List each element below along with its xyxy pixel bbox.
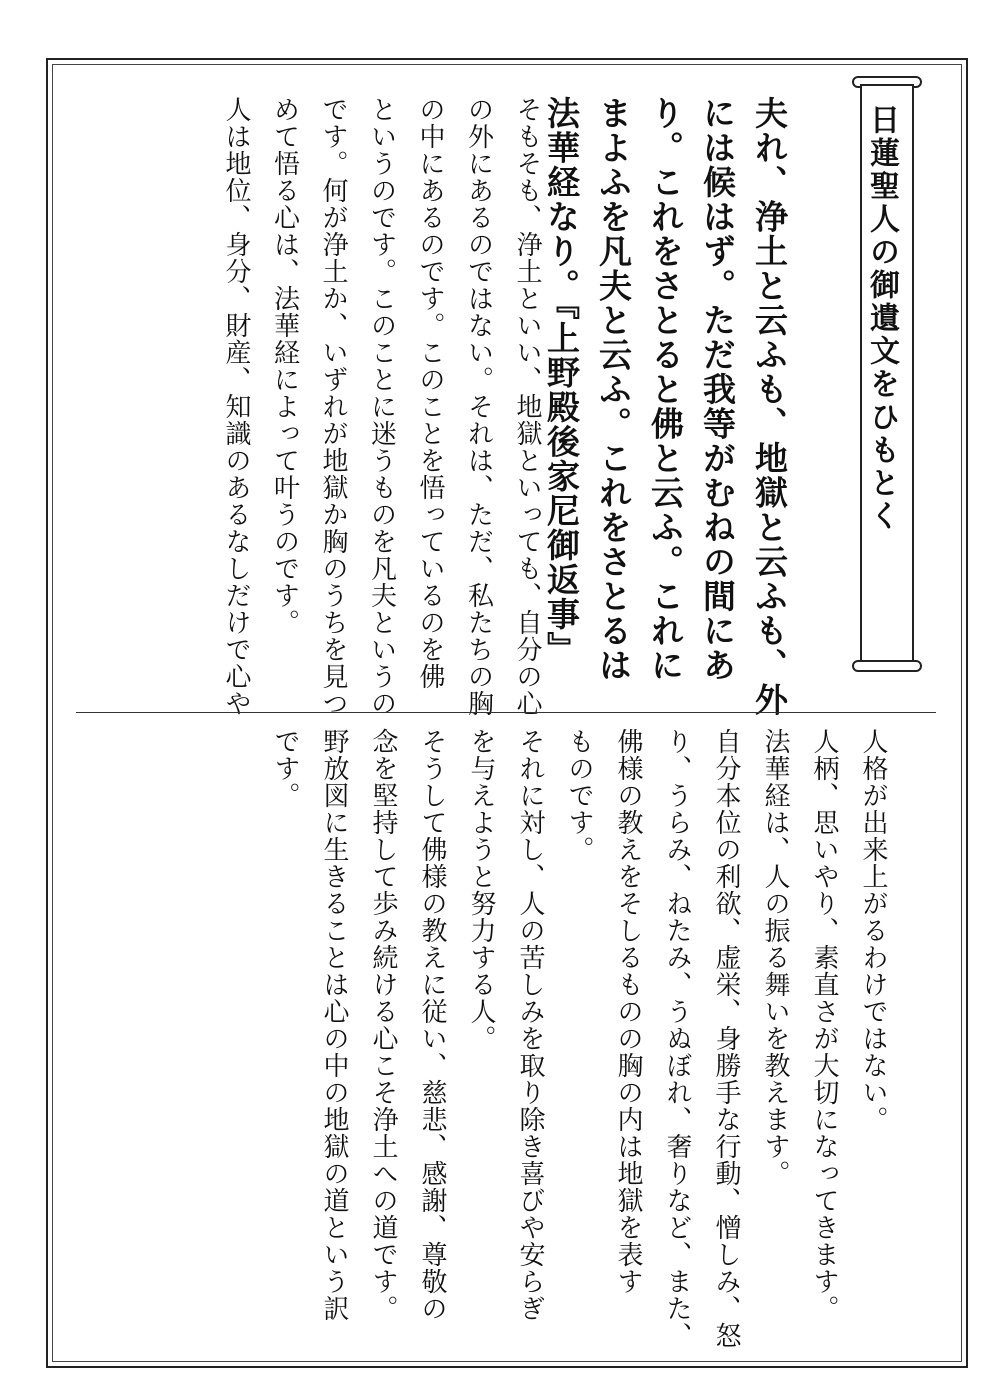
quote-line: り。これをさとると佛と云ふ。これに [646,96,685,683]
quote-line: には候はず。ただ我等がむねの間にあ [698,96,737,683]
lower-line: り、うらみ、ねたみ、うぬぼれ、奢りなど、また、 [662,728,692,1349]
lower-line: 佛様の教えをそしるものの胸の内は地獄を表す [613,728,643,1295]
commentary-line: めて悟る心は、法華経によって叶うのです。 [269,96,300,636]
lower-line: 念を堅持して歩み続ける心こそ浄土への道です。 [368,728,398,1322]
commentary-line: の中にあるのです。このことを悟っているのを佛 [415,96,445,690]
quote-line: 法華経なり。『上野殿後家尼御返事』 [542,96,581,666]
title-scroll [852,70,922,680]
lower-line: ものです。 [564,728,594,863]
lower-line: です。 [270,728,300,809]
lower-line: 人格が出来上がるわけではない。 [858,728,888,1133]
commentary-line: というのです。このことに迷うものを凡夫というの [366,96,397,717]
commentary-line: の外にあるのではない。それは、ただ、私たちの胸 [463,96,494,717]
commentary-line: 人は地位、身分、財産、知識のあるなしだけで心や [221,96,251,717]
scroll-rod-bottom [852,660,922,672]
quoted-passage [535,96,795,717]
lower-line: 自分本位の利欲、虚栄、身勝手な行動、憎しみ、怒 [711,728,741,1349]
lower-passage [260,728,897,1348]
lower-line: それに対し、人の苦しみを取り除き喜びや安らぎ [515,728,545,1322]
commentary-line: そもそも、浄土といい、地獄といっても、自分の心 [512,96,542,717]
quote-line: まよふを凡夫と云ふ。これをさとるは [594,96,633,683]
lower-line: そうして佛様の教えに従い、慈悲、感謝、尊敬の [417,728,447,1322]
lower-line: 法華経は、人の振る舞いを教えます。 [760,728,790,1187]
lower-line: を与えようと努力する人。 [466,728,496,1052]
section-divider [76,712,936,713]
page-title: 日蓮聖人の御遺文をひもとく [864,104,899,533]
quote-line: 夫れ、浄土と云ふも、地獄と云ふも、外 [750,96,789,717]
commentary-passage [212,96,552,717]
commentary-line: です。何が浄土か、いずれが地獄か胸のうちを見つ [318,96,348,717]
lower-line: 野放図に生きることは心の中の地獄の道という訳 [319,728,349,1322]
lower-line: 人柄、思いやり、素直さが大切になってきます。 [809,728,839,1322]
